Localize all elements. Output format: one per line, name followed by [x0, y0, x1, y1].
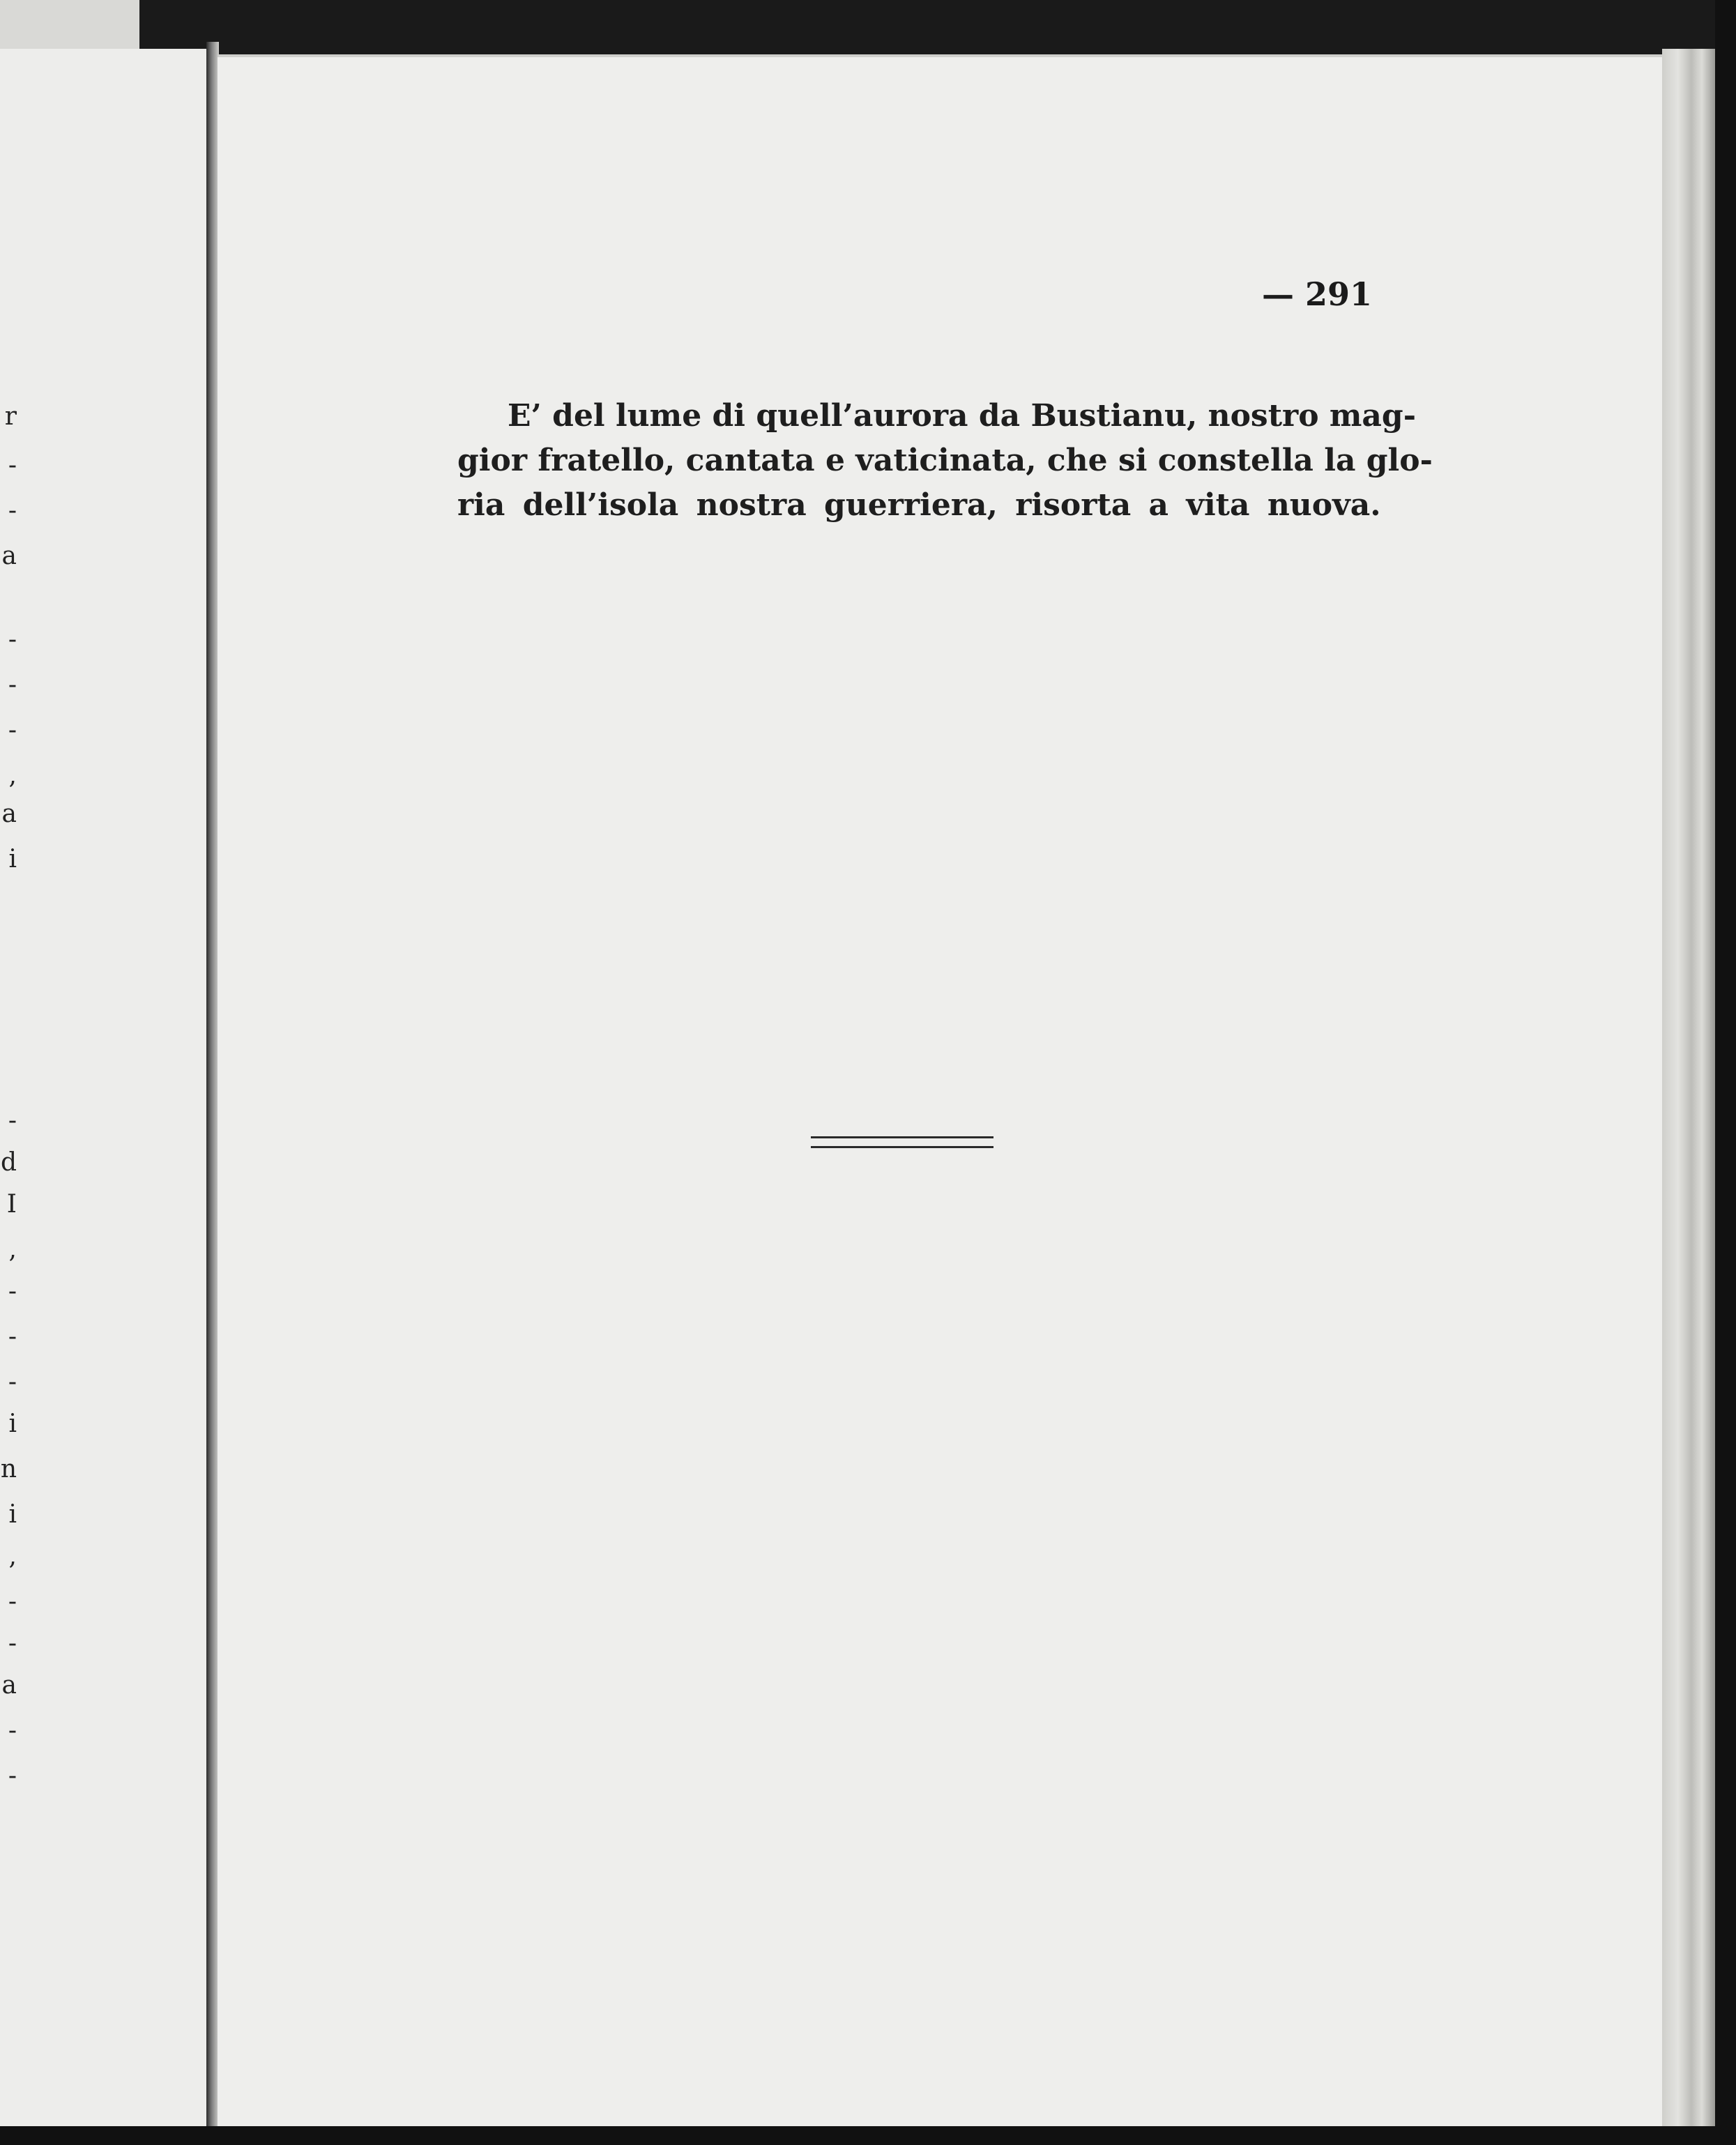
- rule-line-bottom: [811, 1146, 993, 1148]
- paragraph-line: gior fratello, cantata e vaticinata, che si constella la glo-: [457, 443, 1433, 478]
- body-paragraph: [457, 394, 1433, 528]
- left-page-fragment: r: [4, 402, 17, 431]
- scan-background-bottom: [0, 2126, 1736, 2145]
- scan-background-right: [1715, 0, 1736, 2145]
- left-page-fragment: -: [8, 451, 17, 480]
- left-page-fragment: -: [8, 716, 17, 745]
- left-page-fragment: i: [8, 845, 17, 873]
- left-page-fragment: d: [0, 1148, 17, 1177]
- paragraph-line: ria dell’isola nostra guerriera, risorta a vita nuova.: [457, 487, 1381, 523]
- previous-page-top-edge: [0, 0, 139, 49]
- left-page-fragment: -: [8, 1716, 17, 1745]
- previous-page-strip: [0, 49, 208, 2133]
- left-page-fragment: a: [1, 800, 17, 828]
- left-page-fragment: i: [8, 1500, 17, 1529]
- left-page-fragment: -: [8, 1587, 17, 1616]
- left-page-fragment: -: [8, 625, 17, 654]
- left-page-fragment: -: [8, 496, 17, 525]
- left-page-fragment: -: [8, 1629, 17, 1658]
- left-page-fragment: -: [8, 1277, 17, 1306]
- left-page-fragment: ,: [8, 1542, 17, 1571]
- page-stack-edges: [1662, 49, 1715, 2133]
- left-page-fragment: ,: [8, 1235, 17, 1264]
- page-number: — 291: [1262, 275, 1373, 313]
- rule-line-top: [811, 1136, 993, 1138]
- book-page: [218, 54, 1662, 2129]
- left-page-fragment: -: [8, 1106, 17, 1135]
- left-page-fragment: ,: [8, 761, 17, 790]
- left-page-fragment: -: [8, 1322, 17, 1351]
- left-page-fragment: a: [1, 1671, 17, 1700]
- left-page-fragment: i: [8, 1410, 17, 1438]
- left-page-fragment: n: [0, 1455, 17, 1483]
- left-page-fragment: -: [8, 1762, 17, 1790]
- left-page-fragment: -: [8, 671, 17, 699]
- end-double-rule: [811, 1136, 993, 1152]
- left-page-fragment: -: [8, 1368, 17, 1396]
- left-page-fragment: I: [6, 1190, 17, 1219]
- paragraph-line: E’ del lume di quell’aurora da Bustianu, nostro mag-: [508, 398, 1416, 434]
- left-page-fragment: a: [1, 542, 17, 570]
